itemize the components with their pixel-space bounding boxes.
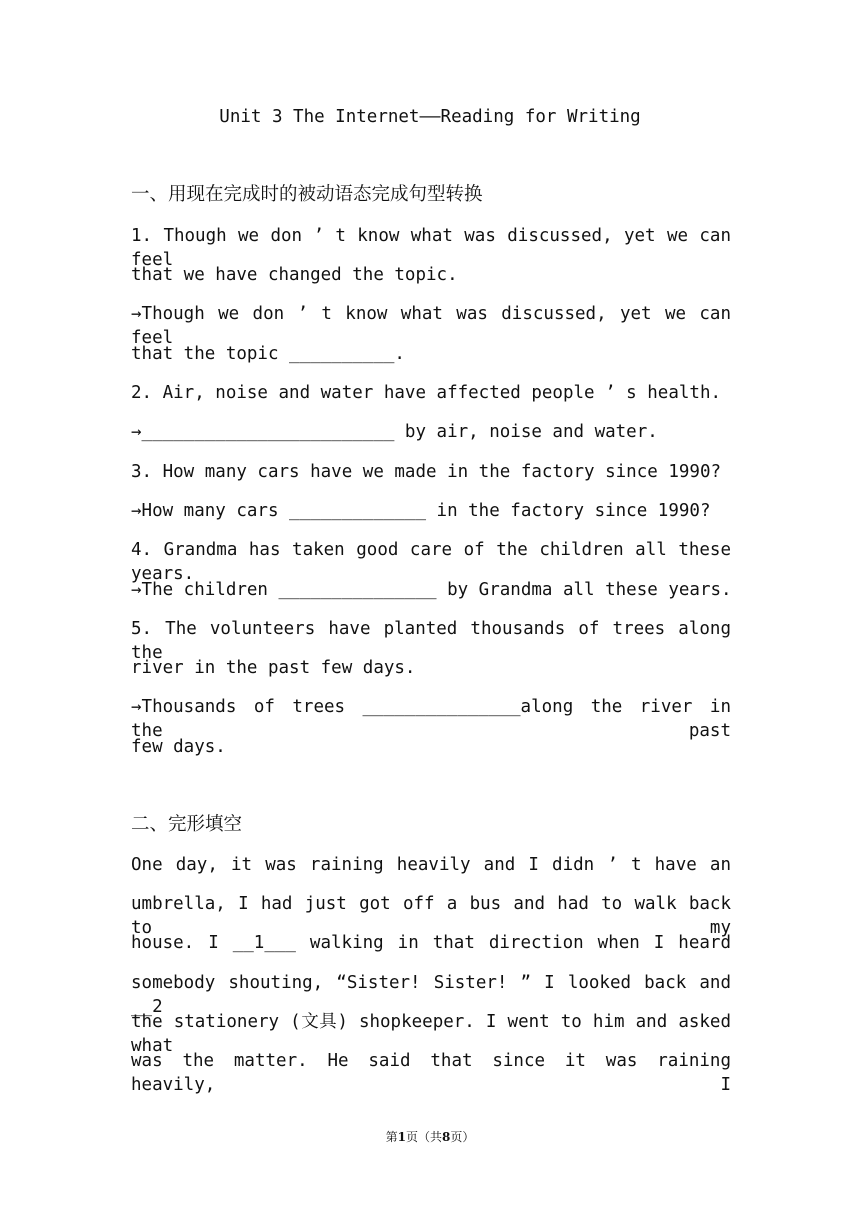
exercise-line: 5. The volunteers have planted thousands of trees along the [131,619,731,663]
exercise-line: 3. How many cars have we made in the factory since 1990? [131,462,722,482]
footer-prefix: 第 [385,1130,398,1144]
exercise-line: →Though we don ’ t know what was discussed, yet we can feel [131,304,731,348]
section-1-heading: 一、用现在完成时的被动语态完成句型转换 [131,184,483,205]
exercise-line: that the topic __________. [131,344,405,364]
exercise-line: 4. Grandma has taken good care of the children all these years. [131,540,731,584]
cloze-line: somebody shouting, “Sister! Sister! ” I looked back and __2 [131,973,731,1017]
footer-total-pages: 8 [442,1130,451,1144]
cloze-line: the stationery (文具) shopkeeper. I went to him and asked what [131,1012,731,1056]
exercise-line: river in the past few days. [131,658,416,678]
page-title: Unit 3 The Internet——Reading for Writing [219,107,641,127]
exercise-line: →Thousands of trees _______________along the river in the past [131,697,731,741]
exercise-line: few days. [131,737,226,757]
exercise-line: →How many cars _____________ in the factory since 1990? [131,501,711,521]
footer-suffix: 页） [450,1130,475,1144]
cloze-line: was the matter. He said that since it was raining heavily, I [131,1051,731,1095]
page-footer [0,1128,860,1145]
cloze-line: One day, it was raining heavily and I didn ’ t have an [131,855,731,875]
exercise-line: 2. Air, noise and water have affected people ’ s health. [131,383,722,403]
exercise-line: →________________________ by air, noise and water. [131,422,658,442]
section-2-heading: 二、完形填空 [131,814,243,835]
exercise-line: that we have changed the topic. [131,265,458,285]
cloze-line: house. I __1___ walking in that direction when I heard [131,933,731,953]
cloze-line: umbrella, I had just got off a bus and had to walk back to my [131,894,731,938]
footer-middle: 页（共 [405,1130,442,1144]
exercise-line: →The children _______________ by Grandma all these years. [131,580,732,600]
exercise-line: 1. Though we don ’ t know what was discussed, yet we can feel [131,226,731,270]
footer-page-number: 1 [397,1130,406,1144]
